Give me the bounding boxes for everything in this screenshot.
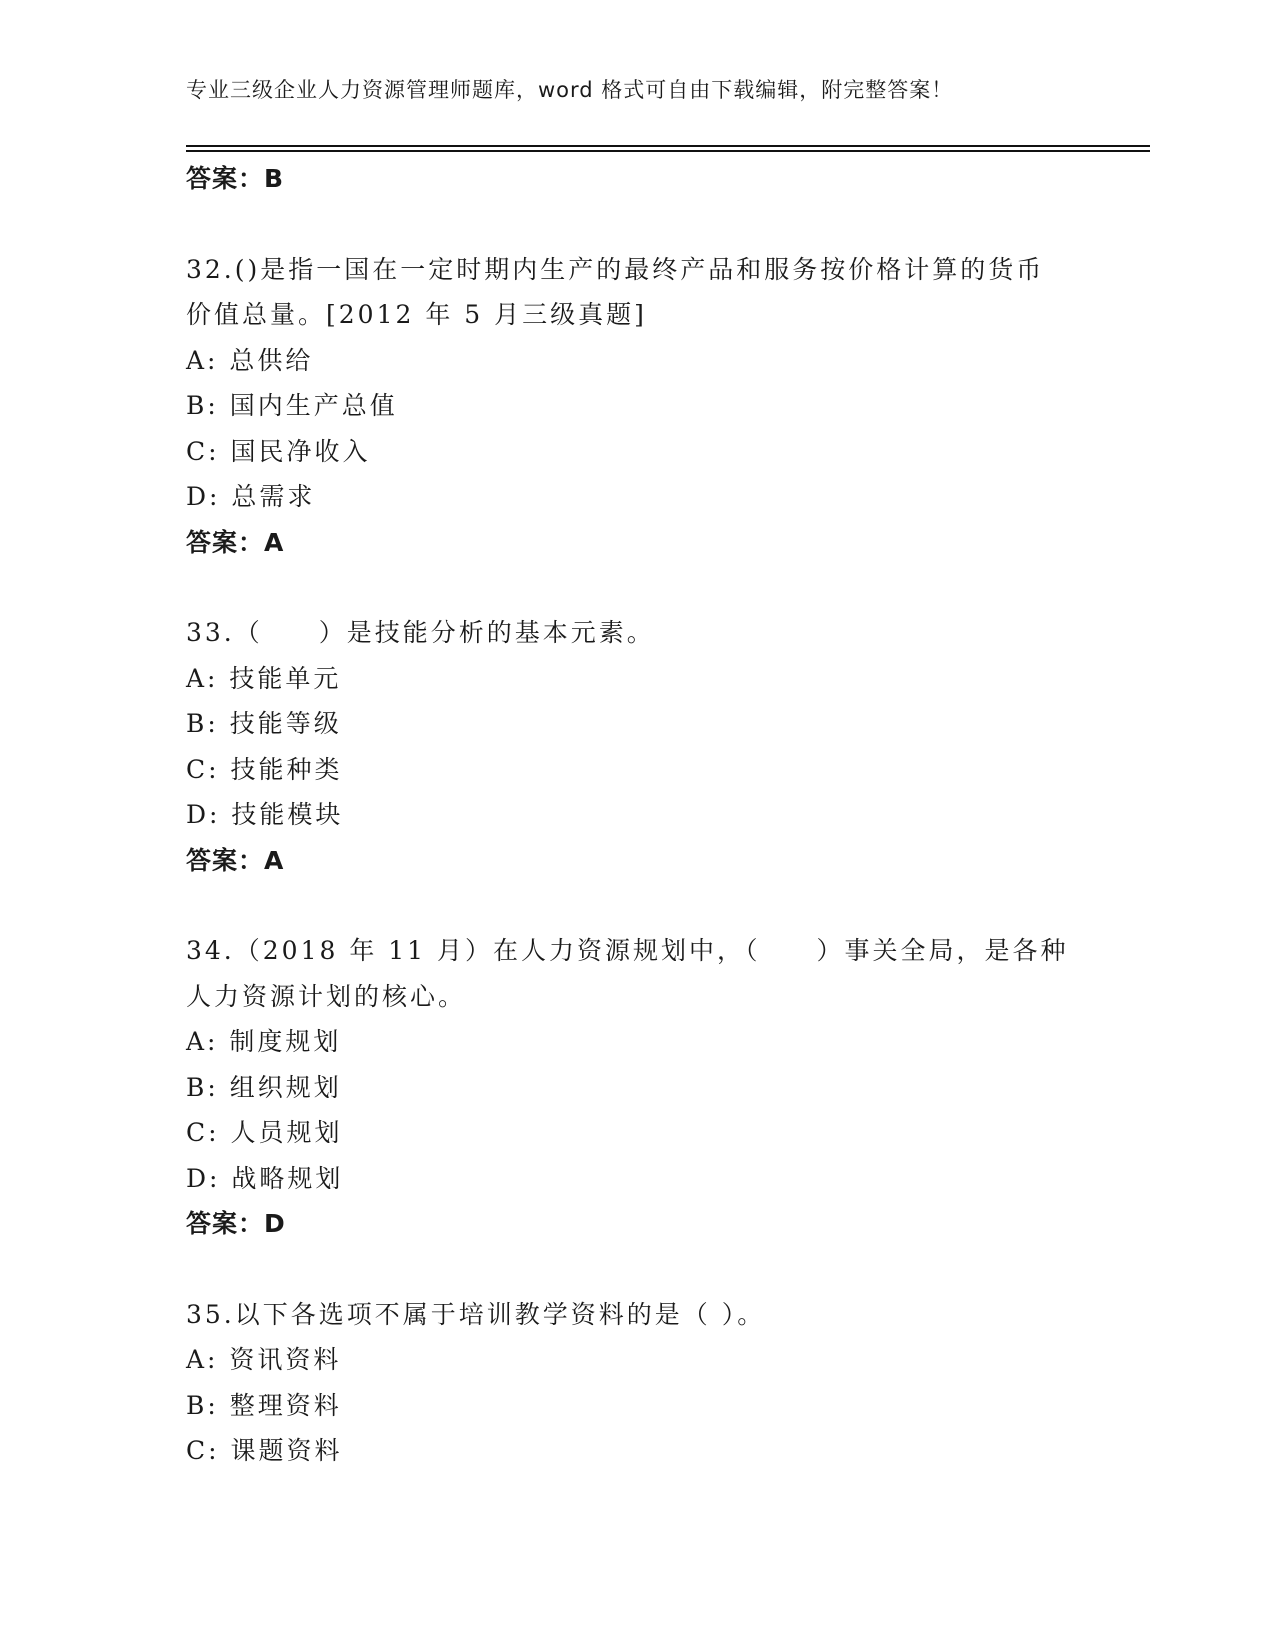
question-text: 34.（2018 年 11 月）在人力资源规划中，（ ）事关全局，是各种: [186, 936, 1069, 965]
option-c: C: 课题资料: [186, 1436, 343, 1465]
question-text: 价值总量。[2012 年 5 月三级真题]: [186, 300, 647, 329]
option-b: B: 国内生产总值: [186, 391, 398, 420]
header-rule-thick: [186, 150, 1150, 152]
question-text: 32.()是指一国在一定时期内生产的最终产品和服务按价格计算的货币: [186, 254, 1045, 284]
header-rule-thin: [186, 145, 1150, 147]
answer-line: 答案：A: [186, 527, 285, 557]
answer-line: 答案：B: [186, 164, 285, 193]
answer-line: 答案：D: [186, 1209, 286, 1238]
question-text: 35.以下各选项不属于培训教学资料的是（ ）。: [186, 1299, 766, 1329]
question-text: 人力资源计划的核心。: [186, 981, 467, 1011]
option-c: C: 国民净收入: [186, 436, 371, 466]
question-text: 33.（ ）是技能分析的基本元素。: [186, 618, 655, 647]
option-a: A: 制度规划: [186, 1027, 342, 1056]
document-body: [186, 156, 1086, 1474]
option-d: D: 总需求: [186, 482, 316, 511]
option-d: D: 战略规划: [186, 1163, 344, 1193]
option-c: C: 技能种类: [186, 754, 343, 784]
option-a: A: 总供给: [186, 345, 314, 375]
option-b: B: 技能等级: [186, 709, 342, 738]
option-c: C: 人员规划: [186, 1118, 343, 1147]
question-33: [186, 610, 1086, 883]
question-32: [186, 247, 1086, 566]
question-35: [186, 1292, 1086, 1474]
answer-line: 答案：A: [186, 845, 285, 875]
page-header: 专业三级企业人力资源管理师题库，word 格式可自由下载编辑，附完整答案！: [186, 78, 954, 102]
option-b: B: 整理资料: [186, 1390, 342, 1420]
option-a: A: 技能单元: [186, 663, 342, 693]
option-d: D: 技能模块: [186, 800, 344, 829]
option-a: A: 资讯资料: [186, 1345, 342, 1374]
option-b: B: 组织规划: [186, 1072, 342, 1102]
question-34: [186, 928, 1086, 1247]
